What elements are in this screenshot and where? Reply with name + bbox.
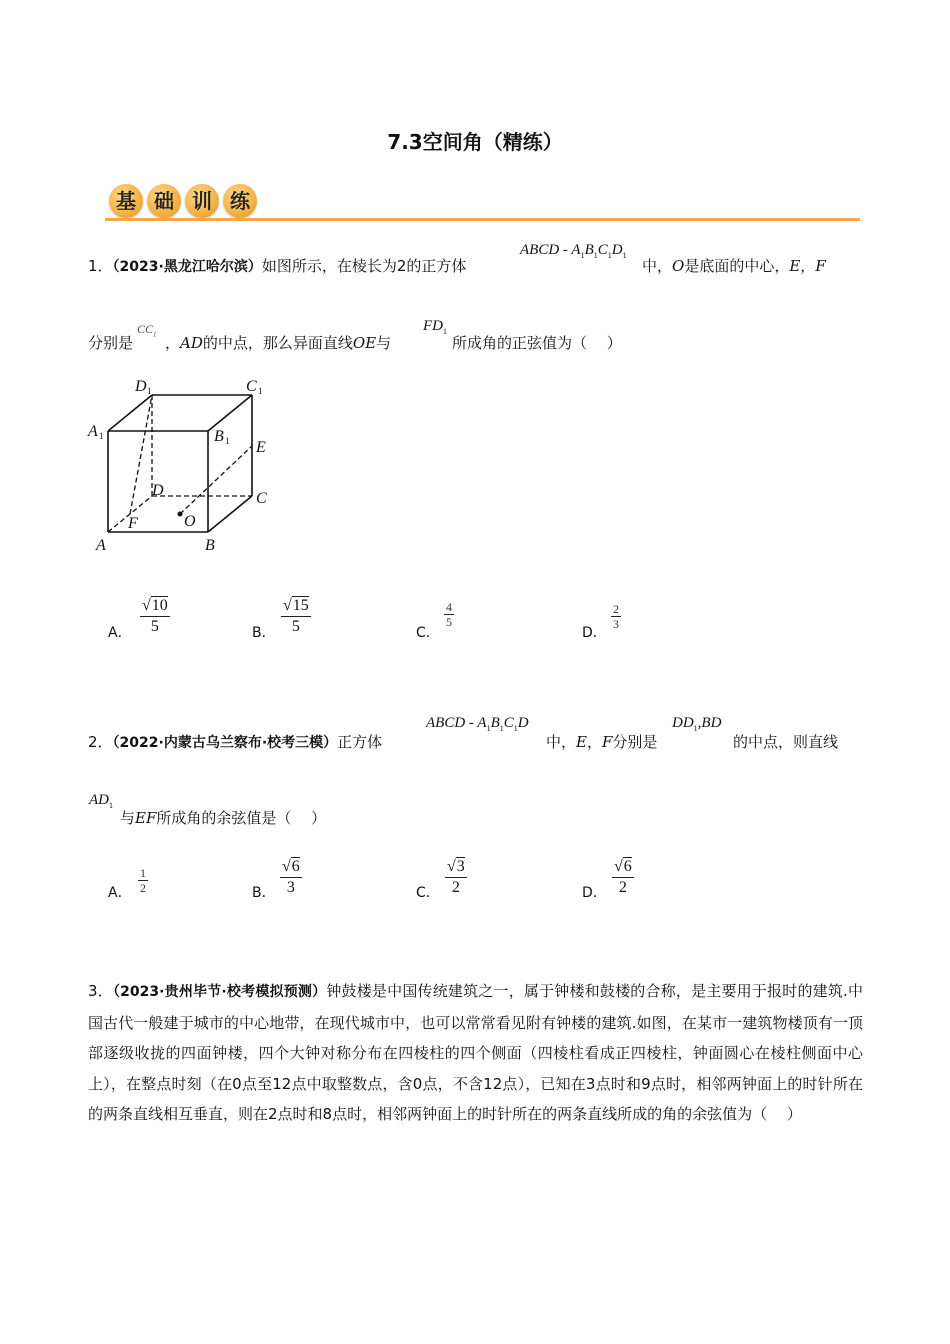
label-c: C [256,490,267,507]
q2-cube-name: ABCD - $A_1B_1C_1D$ [426,715,529,733]
label-a1: A [88,423,98,440]
q2-ad1: $AD_1$ [89,792,113,810]
banner-char: 基 [109,184,143,218]
q1-cc1: $CC_1$ [137,322,157,339]
q2-option-b[interactable]: B． [252,885,276,901]
q1-text: 如图所示，在棱长为 [261,257,397,275]
q2-dd1-bd: $DD_1,BD$ [672,715,722,733]
label-b1-sub: 1 [225,436,230,446]
q1-text: 的正方体 [406,257,467,275]
line-oe [180,446,252,514]
q3-text: 钟鼓楼是中国传统建筑之一，属于钟楼和鼓楼的合称，是主要用于报时的建筑.中国古代一般建于城市的中心地带，在现代城市中，也可以常常看见附有钟楼的建筑.如图，在某市一建筑物楼顶有一顶部逐级收拢的四面钟楼，四个大钟对称分布在四棱柱的四个侧面（四棱柱看成正四棱柱，钟面圆心在棱柱侧面中心上），在整点时刻（在0点至12点中取整数点，含0点，不含12点），已知在3点时和9点时，相邻两钟面上的时针所在的两条直线相互垂直，则在2点时和8点时，相邻两钟面上的时针所在的两条直线所成的角的余弦值为（ ） [88,982,864,1123]
label-c1: C [246,378,257,395]
banner-char: 训 [185,184,219,218]
line-fd1 [130,395,152,514]
q1-option-a[interactable]: A． [108,625,132,641]
label-d: D [152,482,164,499]
question-source: （2023·黑龙江哈尔滨） [112,259,262,275]
q1-line1 [88,256,466,277]
q2-line1-mid: 中，E，F分别是 [546,733,658,751]
label-d1-sub: 1 [147,386,152,396]
q2-line1-end: 的中点，则直线 [733,733,839,751]
q2-option-d-value: $\frac{√6}{2}$ [614,858,632,896]
q1-option-a-value: $\frac{√10}{5}$ [142,597,168,635]
q2-option-c[interactable]: C． [416,885,440,901]
banner-char: 础 [147,184,181,218]
q1-line2-mid: ，AD的中点，那么异面直线OE与 [165,334,392,352]
q1-option-b[interactable]: B． [252,625,276,641]
label-d1: D [135,378,147,395]
label-o: O [184,513,196,530]
banner-char: 练 [223,184,257,218]
q1-line2-end: 所成角的正弦值为（ ） [452,334,622,352]
q2-option-a-value: $\frac{1}{2}$ [140,866,146,895]
q2-option-a[interactable]: A． [108,885,132,901]
label-e: E [256,439,266,456]
label-c1-sub: 1 [258,386,263,396]
q1-cube-name: ABCD - $A_1B_1C_1D_1$ [520,242,627,260]
q1-option-c[interactable]: C． [416,625,440,641]
q2-line1: 2．（2022·内蒙古乌兰察布·校考三模）正方体 [88,733,383,751]
q1-fd1: $FD_1$ [423,318,447,336]
question-number: 1． [88,257,113,275]
page-title: 7.3空间角（精练） [387,130,563,154]
label-a: A [96,537,106,554]
q2-line2: 与EF所成角的余弦值是（ ） [120,809,327,827]
label-f: F [128,515,138,532]
point-o [178,512,183,517]
label-b: B [205,537,215,554]
question-3 [88,976,863,1130]
question-source: （2022·内蒙古乌兰察布·校考三模） [112,735,338,751]
edge-bc [208,496,252,532]
label-a1-sub: 1 [99,431,104,441]
q2-option-d[interactable]: D． [582,885,607,901]
question-number: 3． [88,982,113,1000]
cube-figure [80,372,280,557]
question-number: 2． [88,733,113,751]
edge-a1d1 [108,395,152,431]
q2-option-b-value: $\frac{√6}{3}$ [282,858,300,896]
edge-b1c1 [208,395,252,431]
q1-edge: 2 [396,257,407,275]
q1-line2: 分别是 [88,334,134,352]
q2-option-c-value: $\frac{√3}{2}$ [447,858,465,896]
label-b1: B [214,428,224,445]
q1-option-b-value: $\frac{√15}{5}$ [283,597,309,635]
q1-option-d-value: $\frac{2}{3}$ [613,602,619,631]
question-source: （2023·贵州毕节·校考模拟预测） [112,984,327,1000]
q1-option-c-value: $\frac{4}{5}$ [446,600,452,629]
section-rule [105,218,860,221]
q1-option-d[interactable]: D． [582,625,607,641]
q1-line1-end: 中，O是底面的中心，E，F [642,257,826,275]
